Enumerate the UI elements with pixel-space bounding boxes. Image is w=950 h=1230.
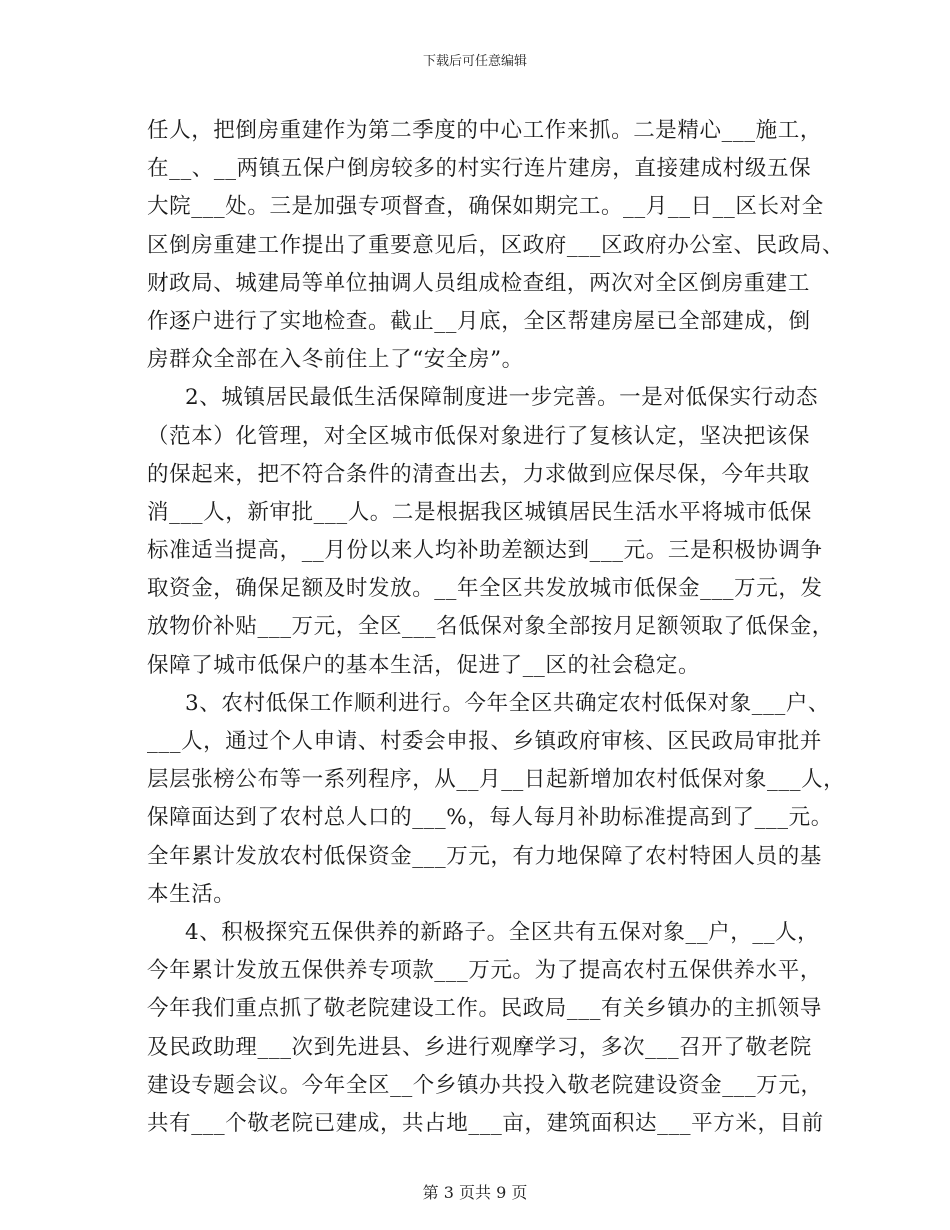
paragraph (147, 112, 845, 379)
text-line: 作逐户进行了实地检查。截止__月底，全区帮建房屋已全部建成，倒 (147, 308, 811, 334)
page-footer: 第 3 页共 9 页 (422, 1183, 528, 1202)
text-line: 共有___个敬老院已建成，共占地___亩，建筑面积达___平方米，目前 (147, 1110, 824, 1136)
page-header: 下载后可任意编辑 (422, 54, 527, 69)
document-body (147, 112, 846, 1143)
text-line: 今年我们重点抓了敬老院建设工作。民政局___有关乡镇办的主抓领导 (147, 996, 822, 1022)
text-line: 及民政助理___次到先进县、乡进行观摩学习，多次___召开了敬老院 (147, 1034, 812, 1060)
text-line: 取资金，确保足额及时发放。__年全区共发放城市低保金___万元，发 (147, 576, 823, 602)
paragraph (147, 914, 827, 1143)
text-line: 全年累计发放农村低保资金___万元，有力地保障了农村特困人员的基 (147, 843, 822, 869)
text-line: 4、积极探究五保供养的新路子。全区共有五保对象__户，__人， (185, 919, 820, 945)
text-line: 的保起来，把不符合条件的清查出去，力求做到应保尽保，今年共取 (147, 461, 811, 487)
text-line: 本生活。 (147, 881, 236, 907)
text-line: 大院___处。三是加强专项督查，确保如期完工。__月__日__区长对全 (147, 194, 824, 220)
text-line: 区倒房重建工作提出了重要意见后，区政府___区政府办公室、民政局、 (147, 232, 845, 258)
text-line: 消___人，新审批___人。二是根据我区城镇居民生活水平将城市低保 (147, 499, 812, 525)
text-line: （范本）化管理，对全区城市低保对象进行了复核认定，坚决把该保 (147, 423, 811, 449)
text-line: 财政局、城建局等单位抽调人员组成检查组，两次对全区倒房重建工 (147, 270, 811, 296)
paragraph (147, 379, 834, 685)
text-line: 今年累计发放五保供养专项款___万元。为了提高农村五保供养水平， (147, 958, 822, 984)
text-line: 在__、__两镇五保户倒房较多的村实行连片建房，直接建成村级五保 (147, 156, 812, 182)
text-line: 建设专题会议。今年全区__个乡镇办共投入敬老院建设资金___万元， (147, 1072, 823, 1098)
text-line: 2、城镇居民最低生活保障制度进一步完善。一是对低保实行动态 (185, 385, 819, 411)
text-line: 3、农村低保工作顺利进行。今年全区共确定农村低保对象___户、 (185, 690, 831, 716)
text-line: 保障了城市低保户的基本生活，促进了__区的社会稳定。 (147, 652, 701, 678)
text-line: 任人，把倒房重建作为第二季度的中心工作来抓。二是精心___施工， (147, 118, 822, 143)
paragraph (147, 685, 846, 914)
text-line: 房群众全部在入冬前住上了“安全房”。 (147, 347, 524, 373)
text-line: 标准适当提高，__月份以来人均补助差额达到___元。三是积极协调争 (147, 538, 823, 564)
text-line: 放物价补贴___万元，全区___名低保对象全部按月足额领取了低保金， (147, 614, 834, 640)
text-line: 保障面达到了农村总人口的___%，每人每月补助标准提高到了___元。 (147, 805, 833, 831)
text-line: 层层张榜公布等一系列程序，从__月__日起新增加农村低保对象___人， (147, 767, 846, 793)
text-line: ___人，通过个人申请、村委会申报、乡镇政府审核、区民政局审批并 (147, 729, 822, 754)
